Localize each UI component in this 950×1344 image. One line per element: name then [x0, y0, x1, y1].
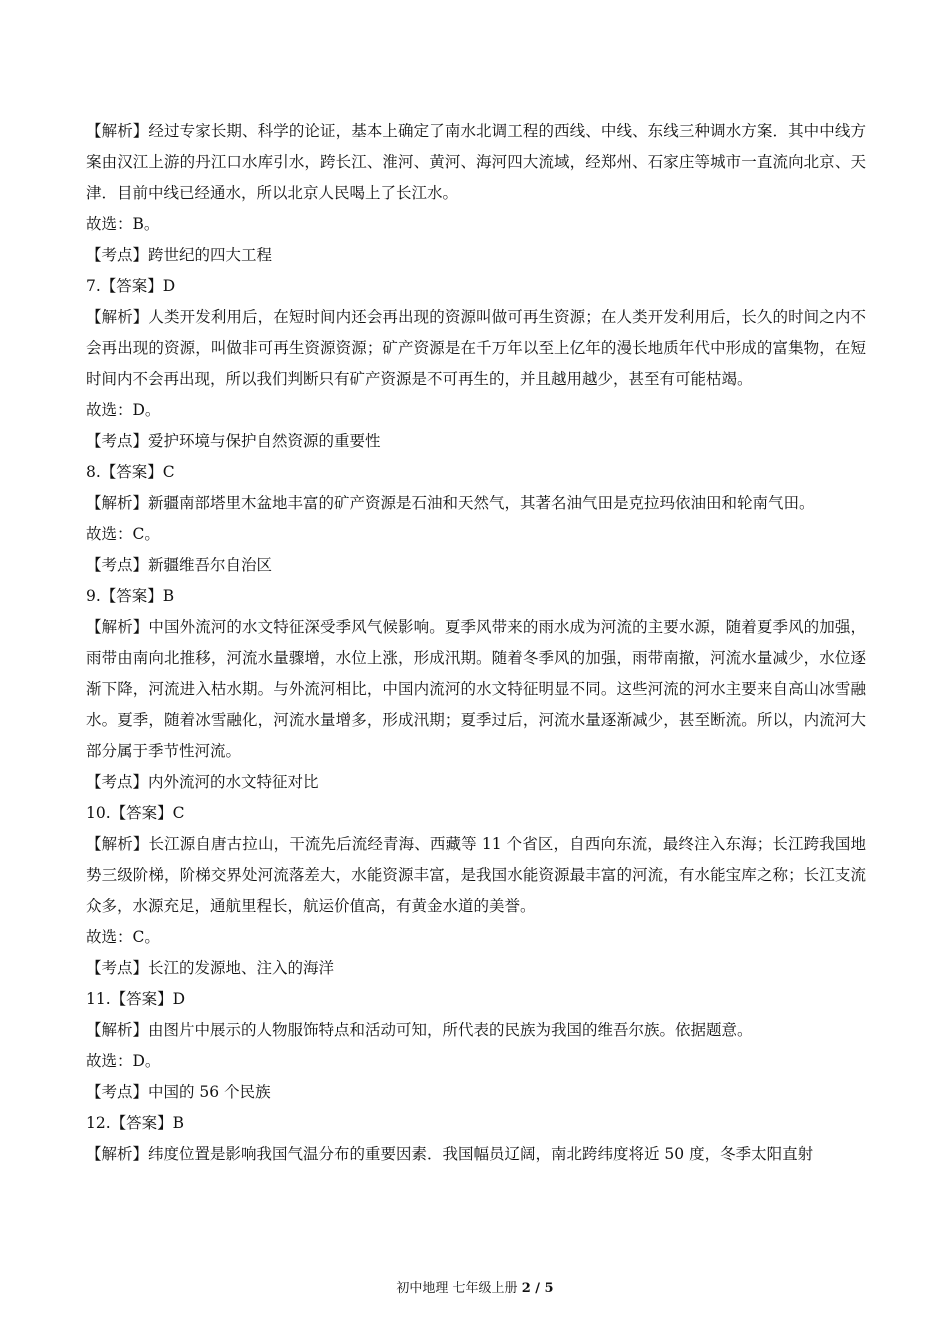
choice-line-7: 故选：D。 — [86, 401, 161, 419]
topic-line-6: 【考点】跨世纪的四大工程 — [86, 246, 273, 264]
answer-key-content — [86, 116, 866, 1170]
analysis-paragraph-8: 【解析】新疆南部塔里木盆地丰富的矿产资源是石油和天然气，其著名油气田是克拉玛依油田和轮南气田。 — [86, 494, 815, 512]
choice-line-6: 故选：B。 — [86, 215, 160, 233]
analysis-paragraph-9: 【解析】中国外流河的水文特征深受季风气候影响。夏季风带来的雨水成为河流的主要水源，随着夏季风的加强，雨带由南向北推移，河流水量骤增，水位上涨，形成汛期。随着冬季风的加强，雨带南撤，河流水量减少，水位逐渐下降，河流进入枯水期。与外流河相比，中国内流河的水文特征明显不同。这些河流的河水主要来自高山冰雪融水。夏季，随着冰雪融化，河流水量增多，形成汛期；夏季过后，河流水量逐渐减少，甚至断流。所以，内流河大部分属于季节性河流。 — [86, 618, 866, 760]
footer-page-number: 2 / 5 — [521, 1281, 554, 1296]
choice-line-8: 故选：C。 — [86, 525, 160, 543]
answer-line-8: 8.【答案】C — [86, 463, 175, 481]
answer-line-10: 10.【答案】C — [86, 804, 185, 822]
analysis-paragraph-11: 【解析】由图片中展示的人物服饰特点和活动可知，所代表的民族为我国的维吾尔族。依据题意。 — [86, 1021, 753, 1039]
answer-line-7: 7.【答案】D — [86, 277, 176, 295]
footer-subject: 初中地理 七年级上册 — [396, 1281, 522, 1296]
topic-line-10: 【考点】长江的发源地、注入的海洋 — [86, 959, 335, 977]
topic-line-8: 【考点】新疆维吾尔自治区 — [86, 556, 273, 574]
topic-line-7: 【考点】爱护环境与保护自然资源的重要性 — [86, 432, 381, 450]
answer-line-11: 11.【答案】D — [86, 990, 186, 1008]
answer-line-12: 12.【答案】B — [86, 1114, 185, 1132]
choice-line-10: 故选：C。 — [86, 928, 160, 946]
analysis-paragraph-10: 【解析】长江源自唐古拉山，干流先后流经青海、西藏等 11 个省区，自西向东流，最终注入东海；长江跨我国地势三级阶梯，阶梯交界处河流落差大，水能资源丰富，是我国水能资源最丰富的河流，有水能宝库之称；长江支流众多，水源充足，通航里程长，航运价值高，有黄金水道的美誉。 — [86, 835, 866, 915]
choice-line-11: 故选：D。 — [86, 1052, 161, 1070]
answer-line-9: 9.【答案】B — [86, 587, 175, 605]
analysis-paragraph-12: 【解析】纬度位置是影响我国气温分布的重要因素．我国幅员辽阔，南北跨纬度将近 50 度，冬季太阳直射 — [86, 1145, 814, 1163]
analysis-paragraph-7: 【解析】人类开发利用后，在短时间内还会再出现的资源叫做可再生资源；在人类开发利用后，长久的时间之内不会再出现的资源，叫做非可再生资源资源；矿产资源是在千万年以至上亿年的漫长地质年代中形成的富集物，在短时间内不会再出现，所以我们判断只有矿产资源是不可再生的，并且越用越少，甚至有可能枯竭。 — [86, 308, 866, 388]
analysis-paragraph-6: 【解析】经过专家长期、科学的论证，基本上确定了南水北调工程的西线、中线、东线三种调水方案．其中中线方案由汉江上游的丹江口水库引水，跨长江、淮河、黄河、海河四大流域，经郑州、石家庄等城市一直流向北京、天津．目前中线已经通水，所以北京人民喝上了长江水。 — [86, 122, 866, 202]
topic-line-11: 【考点】中国的 56 个民族 — [86, 1083, 271, 1101]
page-footer — [0, 1280, 950, 1298]
topic-line-9: 【考点】内外流河的水文特征对比 — [86, 773, 319, 791]
